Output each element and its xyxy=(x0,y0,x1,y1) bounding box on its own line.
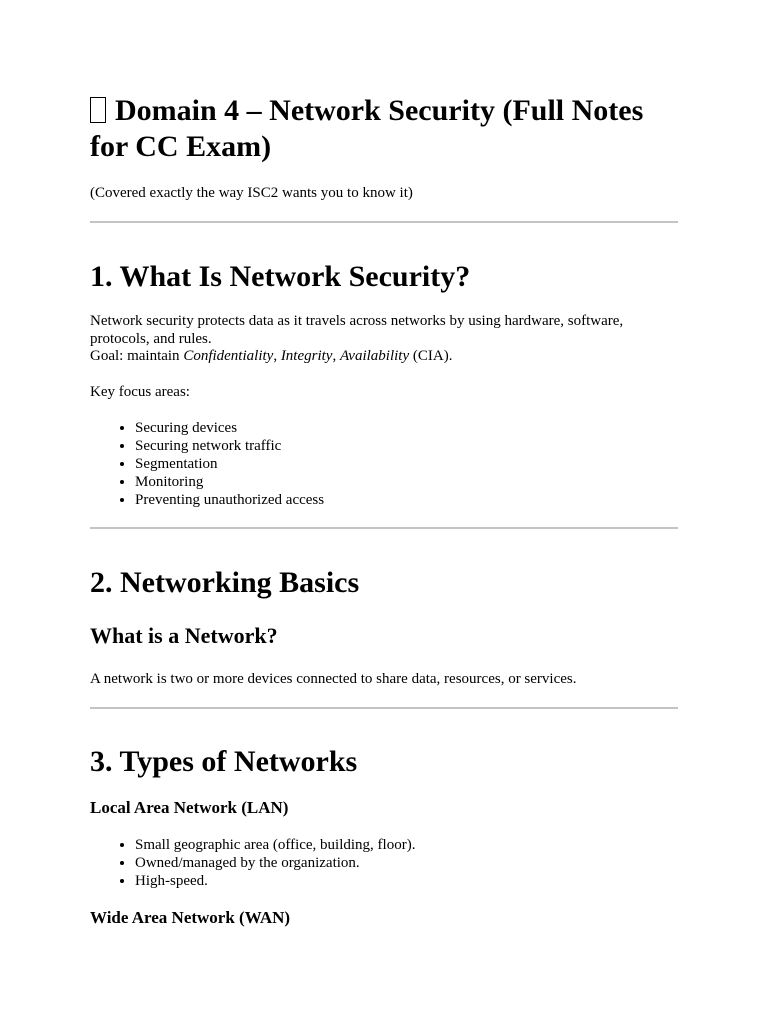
document-page xyxy=(90,0,678,928)
document-title xyxy=(90,93,678,165)
goal-integrity: Integrity xyxy=(280,348,333,364)
key-focus-label: Key focus areas: xyxy=(90,383,190,400)
network-security-goal xyxy=(90,348,678,366)
list-item: • Monitoring xyxy=(135,473,678,491)
goal-prefix: Goal: maintain xyxy=(90,348,184,364)
section-heading-network-security: 1. What Is Network Security? xyxy=(90,260,471,293)
goal-suffix: (CIA). xyxy=(409,348,453,364)
list-item: • Preventing unauthorized access xyxy=(135,491,678,509)
section-heading-types-of-networks: 3. Types of Networks xyxy=(90,744,358,778)
list-item: • Owned/managed by the organization. xyxy=(135,854,678,872)
subheading-what-is-network: What is a Network? xyxy=(90,623,278,648)
network-security-intro: Network security protects data as it travels across networks by using hardware, software, protocols, and rules. xyxy=(90,313,624,347)
divider xyxy=(90,221,678,223)
goal-availability: Availability xyxy=(339,348,410,364)
list-item: • Securing devices xyxy=(135,419,678,437)
wan-heading: Wide Area Network (WAN) xyxy=(90,907,291,927)
divider xyxy=(90,527,678,529)
list-item: • Segmentation xyxy=(135,455,678,473)
divider xyxy=(90,707,678,709)
goal-separator: , xyxy=(332,348,340,364)
network-definition: A network is two or more devices connected to share data, resources, or services. xyxy=(90,671,577,687)
goal-confidentiality: Confidentiality xyxy=(183,348,274,364)
list-item: • Small geographic area (office, building, floor). xyxy=(135,836,678,854)
lan-list xyxy=(90,836,678,890)
list-item: • Securing network traffic xyxy=(135,437,678,455)
goal-separator: , xyxy=(273,348,281,364)
key-focus-list xyxy=(90,419,678,509)
document-subtitle: (Covered exactly the way ISC2 wants you to know it) xyxy=(90,185,413,201)
missing-glyph-icon xyxy=(90,97,106,123)
lan-heading: Local Area Network (LAN) xyxy=(90,797,289,817)
section-heading-networking-basics: 2. Networking Basics xyxy=(90,566,360,599)
list-item: • High-speed. xyxy=(135,872,678,890)
document-title-text: Domain 4 – Network Security (Full Notes for CC Exam) xyxy=(90,94,644,163)
